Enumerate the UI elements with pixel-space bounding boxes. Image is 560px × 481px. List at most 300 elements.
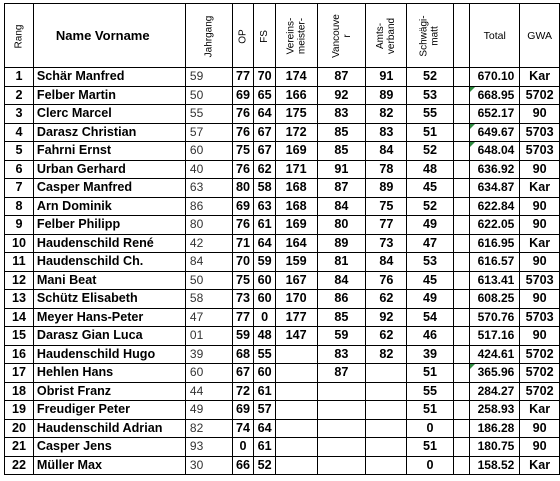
op-cell: 0 [232,438,254,457]
spacer-cell [453,216,470,235]
total-cell: 365.96 [470,364,520,383]
spacer-cell [453,160,470,179]
rank-cell: 11 [5,253,34,272]
gwa-cell: Kar [520,456,560,475]
name-cell: Haudenschild René [33,234,185,253]
name-cell: Mani Beat [33,271,185,290]
name-cell: Urban Gerhard [33,160,185,179]
year-cell: 42 [185,234,232,253]
amts-cell: 73 [366,234,407,253]
name-cell: Schütz Elisabeth [33,290,185,309]
total-cell: 636.92 [470,160,520,179]
vereins-cell [275,401,317,420]
rank-cell: 6 [5,160,34,179]
vancouver-cell: 87 [317,68,366,87]
schwaeg-cell: 45 [407,179,453,198]
schwaeg-cell: 51 [407,364,453,383]
op-cell: 68 [232,345,254,364]
fs-cell: 63 [254,197,275,216]
table-row [5,419,560,438]
header-row [5,4,560,68]
table-row [5,382,560,401]
rank-cell: 21 [5,438,34,457]
comment-marker-icon [470,142,475,147]
vereins-cell: 172 [275,123,317,142]
header-gwa: GWA [520,4,560,68]
schwaeg-cell: 52 [407,142,453,161]
total-cell: 570.76 [470,308,520,327]
fs-cell: 60 [254,364,275,383]
gwa-cell: 90 [520,327,560,346]
op-cell: 77 [232,308,254,327]
name-cell: Freudiger Peter [33,401,185,420]
table-row [5,105,560,124]
vereins-cell: 170 [275,290,317,309]
schwaeg-cell: 39 [407,345,453,364]
spacer-cell [453,179,470,198]
total-cell: 613.41 [470,271,520,290]
gwa-cell: 5702 [520,382,560,401]
rank-cell: 20 [5,419,34,438]
year-cell: 60 [185,142,232,161]
year-cell: 44 [185,382,232,401]
op-cell: 71 [232,234,254,253]
header-total: Total [470,4,520,68]
name-cell: Haudenschild Adrian [33,419,185,438]
gwa-cell: Kar [520,234,560,253]
vancouver-cell: 87 [317,364,366,383]
vancouver-cell [317,419,366,438]
vereins-cell: 166 [275,86,317,105]
table-row [5,216,560,235]
spacer-cell [453,327,470,346]
header-vereins: Vereins- meister- [275,4,317,68]
schwaeg-cell: 49 [407,216,453,235]
name-cell: Darasz Gian Luca [33,327,185,346]
vereins-cell: 168 [275,197,317,216]
total-cell: 622.84 [470,197,520,216]
name-cell: Felber Philipp [33,216,185,235]
table-row [5,234,560,253]
fs-cell: 48 [254,327,275,346]
rank-cell: 4 [5,123,34,142]
comment-marker-icon [470,364,475,369]
gwa-cell: 90 [520,290,560,309]
vancouver-cell: 85 [317,142,366,161]
spacer-cell [453,438,470,457]
year-cell: 93 [185,438,232,457]
rank-cell: 8 [5,197,34,216]
vereins-cell: 169 [275,142,317,161]
vereins-cell: 147 [275,327,317,346]
table-row [5,197,560,216]
gwa-cell: 90 [520,419,560,438]
year-cell: 86 [185,197,232,216]
fs-cell: 67 [254,123,275,142]
vereins-cell: 164 [275,234,317,253]
total-cell: 652.17 [470,105,520,124]
schwaeg-cell: 46 [407,327,453,346]
vereins-cell: 171 [275,160,317,179]
vereins-cell: 168 [275,179,317,198]
comment-marker-icon [470,124,475,129]
name-cell: Obrist Franz [33,382,185,401]
total-cell: 649.67 [470,123,520,142]
vancouver-cell: 87 [317,179,366,198]
vancouver-cell [317,382,366,401]
total-cell: 186.28 [470,419,520,438]
gwa-cell: 90 [520,105,560,124]
gwa-cell: 5703 [520,308,560,327]
fs-cell: 62 [254,160,275,179]
total-cell: 180.75 [470,438,520,457]
total-cell: 616.95 [470,234,520,253]
vancouver-cell: 83 [317,105,366,124]
spacer-cell [453,382,470,401]
results-table [4,3,560,475]
year-cell: 63 [185,179,232,198]
year-cell: 58 [185,290,232,309]
schwaeg-cell: 55 [407,105,453,124]
spacer-cell [453,308,470,327]
header-vancouver: Vancouve r [317,4,366,68]
fs-cell: 70 [254,68,275,87]
op-cell: 76 [232,216,254,235]
op-cell: 76 [232,105,254,124]
table-row [5,179,560,198]
fs-cell: 61 [254,438,275,457]
year-cell: 50 [185,271,232,290]
header-year: Jahrgang [185,4,232,68]
name-cell: Schär Manfred [33,68,185,87]
schwaeg-cell: 52 [407,197,453,216]
schwaeg-cell: 51 [407,438,453,457]
year-cell: 80 [185,216,232,235]
name-cell: Müller Max [33,456,185,475]
fs-cell: 59 [254,253,275,272]
amts-cell: 77 [366,216,407,235]
vereins-cell [275,364,317,383]
vereins-cell: 177 [275,308,317,327]
op-cell: 59 [232,327,254,346]
amts-cell: 62 [366,290,407,309]
op-cell: 67 [232,364,254,383]
schwaeg-cell: 55 [407,382,453,401]
fs-cell: 61 [254,382,275,401]
table-row [5,68,560,87]
table-row [5,290,560,309]
vereins-cell: 169 [275,216,317,235]
amts-cell [366,456,407,475]
table-row [5,142,560,161]
gwa-cell: Kar [520,401,560,420]
schwaeg-cell: 47 [407,234,453,253]
gwa-cell: 90 [520,438,560,457]
gwa-cell: 90 [520,197,560,216]
name-cell: Casper Jens [33,438,185,457]
vereins-cell [275,419,317,438]
name-cell: Casper Manfred [33,179,185,198]
fs-cell: 52 [254,456,275,475]
vancouver-cell: 86 [317,290,366,309]
total-cell: 616.57 [470,253,520,272]
vereins-cell: 167 [275,271,317,290]
table-row [5,160,560,179]
schwaeg-cell: 53 [407,86,453,105]
amts-cell: 82 [366,345,407,364]
total-cell: 670.10 [470,68,520,87]
vancouver-cell: 84 [317,271,366,290]
rank-cell: 14 [5,308,34,327]
amts-cell: 92 [366,308,407,327]
gwa-cell: 5702 [520,364,560,383]
name-cell: Fahrni Ernst [33,142,185,161]
table-row [5,438,560,457]
gwa-cell: 5702 [520,86,560,105]
amts-cell: 82 [366,105,407,124]
vancouver-cell [317,401,366,420]
fs-cell: 57 [254,401,275,420]
amts-cell: 91 [366,68,407,87]
schwaeg-cell: 0 [407,419,453,438]
rank-cell: 5 [5,142,34,161]
year-cell: 39 [185,345,232,364]
amts-cell: 83 [366,123,407,142]
amts-cell [366,364,407,383]
spacer-cell [453,105,470,124]
table-row [5,456,560,475]
rank-cell: 9 [5,216,34,235]
rank-cell: 18 [5,382,34,401]
header-fs: FS [254,4,275,68]
amts-cell [366,438,407,457]
header-op: OP [232,4,254,68]
year-cell: 60 [185,364,232,383]
table-row [5,401,560,420]
total-cell: 158.52 [470,456,520,475]
amts-cell: 78 [366,160,407,179]
year-cell: 30 [185,456,232,475]
schwaeg-cell: 52 [407,68,453,87]
rank-cell: 2 [5,86,34,105]
spacer-cell [453,456,470,475]
op-cell: 70 [232,253,254,272]
header-spacer [453,4,470,68]
gwa-cell: Kar [520,179,560,198]
vereins-cell: 159 [275,253,317,272]
spacer-cell [453,345,470,364]
op-cell: 75 [232,142,254,161]
table-row [5,327,560,346]
amts-cell: 89 [366,179,407,198]
fs-cell: 64 [254,234,275,253]
vereins-cell [275,382,317,401]
schwaeg-cell: 51 [407,401,453,420]
schwaeg-cell: 0 [407,456,453,475]
op-cell: 80 [232,179,254,198]
rank-cell: 16 [5,345,34,364]
fs-cell: 61 [254,216,275,235]
year-cell: 84 [185,253,232,272]
gwa-cell: 5702 [520,345,560,364]
name-cell: Arn Dominik [33,197,185,216]
vancouver-cell [317,456,366,475]
total-cell: 622.05 [470,216,520,235]
fs-cell: 0 [254,308,275,327]
fs-cell: 55 [254,345,275,364]
rank-cell: 3 [5,105,34,124]
op-cell: 73 [232,290,254,309]
spacer-cell [453,419,470,438]
fs-cell: 64 [254,419,275,438]
spacer-cell [453,234,470,253]
vancouver-cell: 92 [317,86,366,105]
rank-cell: 1 [5,68,34,87]
amts-cell: 84 [366,253,407,272]
fs-cell: 60 [254,290,275,309]
gwa-cell: 5703 [520,271,560,290]
amts-cell [366,419,407,438]
op-cell: 75 [232,271,254,290]
gwa-cell: 90 [520,160,560,179]
rank-cell: 12 [5,271,34,290]
vancouver-cell: 81 [317,253,366,272]
spacer-cell [453,401,470,420]
total-cell: 648.04 [470,142,520,161]
op-cell: 69 [232,401,254,420]
amts-cell: 76 [366,271,407,290]
spacer-cell [453,364,470,383]
year-cell: 40 [185,160,232,179]
header-schwaeg: Schwägi- matt [407,4,453,68]
amts-cell [366,401,407,420]
name-cell: Meyer Hans-Peter [33,308,185,327]
total-cell: 634.87 [470,179,520,198]
vancouver-cell: 84 [317,197,366,216]
year-cell: 55 [185,105,232,124]
table-row [5,364,560,383]
op-cell: 77 [232,68,254,87]
schwaeg-cell: 54 [407,308,453,327]
gwa-cell: 90 [520,253,560,272]
amts-cell [366,382,407,401]
fs-cell: 67 [254,142,275,161]
table-row [5,271,560,290]
year-cell: 49 [185,401,232,420]
gwa-cell: 90 [520,216,560,235]
year-cell: 82 [185,419,232,438]
results-body [5,68,560,475]
vereins-cell [275,345,317,364]
header-rank: Rang [5,4,34,68]
spacer-cell [453,197,470,216]
spacer-cell [453,86,470,105]
table-row [5,123,560,142]
comment-marker-icon [470,87,475,92]
schwaeg-cell: 45 [407,271,453,290]
name-cell: Felber Martin [33,86,185,105]
name-cell: Darasz Christian [33,123,185,142]
vancouver-cell: 89 [317,234,366,253]
vereins-cell: 175 [275,105,317,124]
vancouver-cell: 59 [317,327,366,346]
schwaeg-cell: 49 [407,290,453,309]
vancouver-cell: 83 [317,345,366,364]
total-cell: 424.61 [470,345,520,364]
fs-cell: 58 [254,179,275,198]
vancouver-cell: 91 [317,160,366,179]
vancouver-cell: 85 [317,308,366,327]
rank-cell: 10 [5,234,34,253]
name-cell: Clerc Marcel [33,105,185,124]
rank-cell: 7 [5,179,34,198]
amts-cell: 75 [366,197,407,216]
amts-cell: 84 [366,142,407,161]
op-cell: 76 [232,160,254,179]
gwa-cell: 5703 [520,123,560,142]
total-cell: 517.16 [470,327,520,346]
year-cell: 50 [185,86,232,105]
year-cell: 47 [185,308,232,327]
op-cell: 76 [232,123,254,142]
table-row [5,345,560,364]
spacer-cell [453,123,470,142]
rank-cell: 19 [5,401,34,420]
amts-cell: 62 [366,327,407,346]
gwa-cell: Kar [520,68,560,87]
table-row [5,308,560,327]
total-cell: 258.93 [470,401,520,420]
rank-cell: 13 [5,290,34,309]
schwaeg-cell: 51 [407,123,453,142]
fs-cell: 60 [254,271,275,290]
vereins-cell [275,456,317,475]
total-cell: 284.27 [470,382,520,401]
vereins-cell [275,438,317,457]
op-cell: 74 [232,419,254,438]
spacer-cell [453,68,470,87]
op-cell: 69 [232,86,254,105]
table-row [5,86,560,105]
vereins-cell: 174 [275,68,317,87]
fs-cell: 64 [254,105,275,124]
name-cell: Hehlen Hans [33,364,185,383]
name-cell: Haudenschild Ch. [33,253,185,272]
spacer-cell [453,142,470,161]
vancouver-cell [317,438,366,457]
amts-cell: 89 [366,86,407,105]
year-cell: 01 [185,327,232,346]
header-amts: Amts- verband [366,4,407,68]
op-cell: 72 [232,382,254,401]
vancouver-cell: 80 [317,216,366,235]
rank-cell: 17 [5,364,34,383]
total-cell: 668.95 [470,86,520,105]
spacer-cell [453,271,470,290]
spacer-cell [453,290,470,309]
year-cell: 57 [185,123,232,142]
rank-cell: 22 [5,456,34,475]
total-cell: 608.25 [470,290,520,309]
name-cell: Haudenschild Hugo [33,345,185,364]
op-cell: 66 [232,456,254,475]
spacer-cell [453,253,470,272]
table-row [5,253,560,272]
schwaeg-cell: 48 [407,160,453,179]
year-cell: 59 [185,68,232,87]
vancouver-cell: 85 [317,123,366,142]
schwaeg-cell: 53 [407,253,453,272]
